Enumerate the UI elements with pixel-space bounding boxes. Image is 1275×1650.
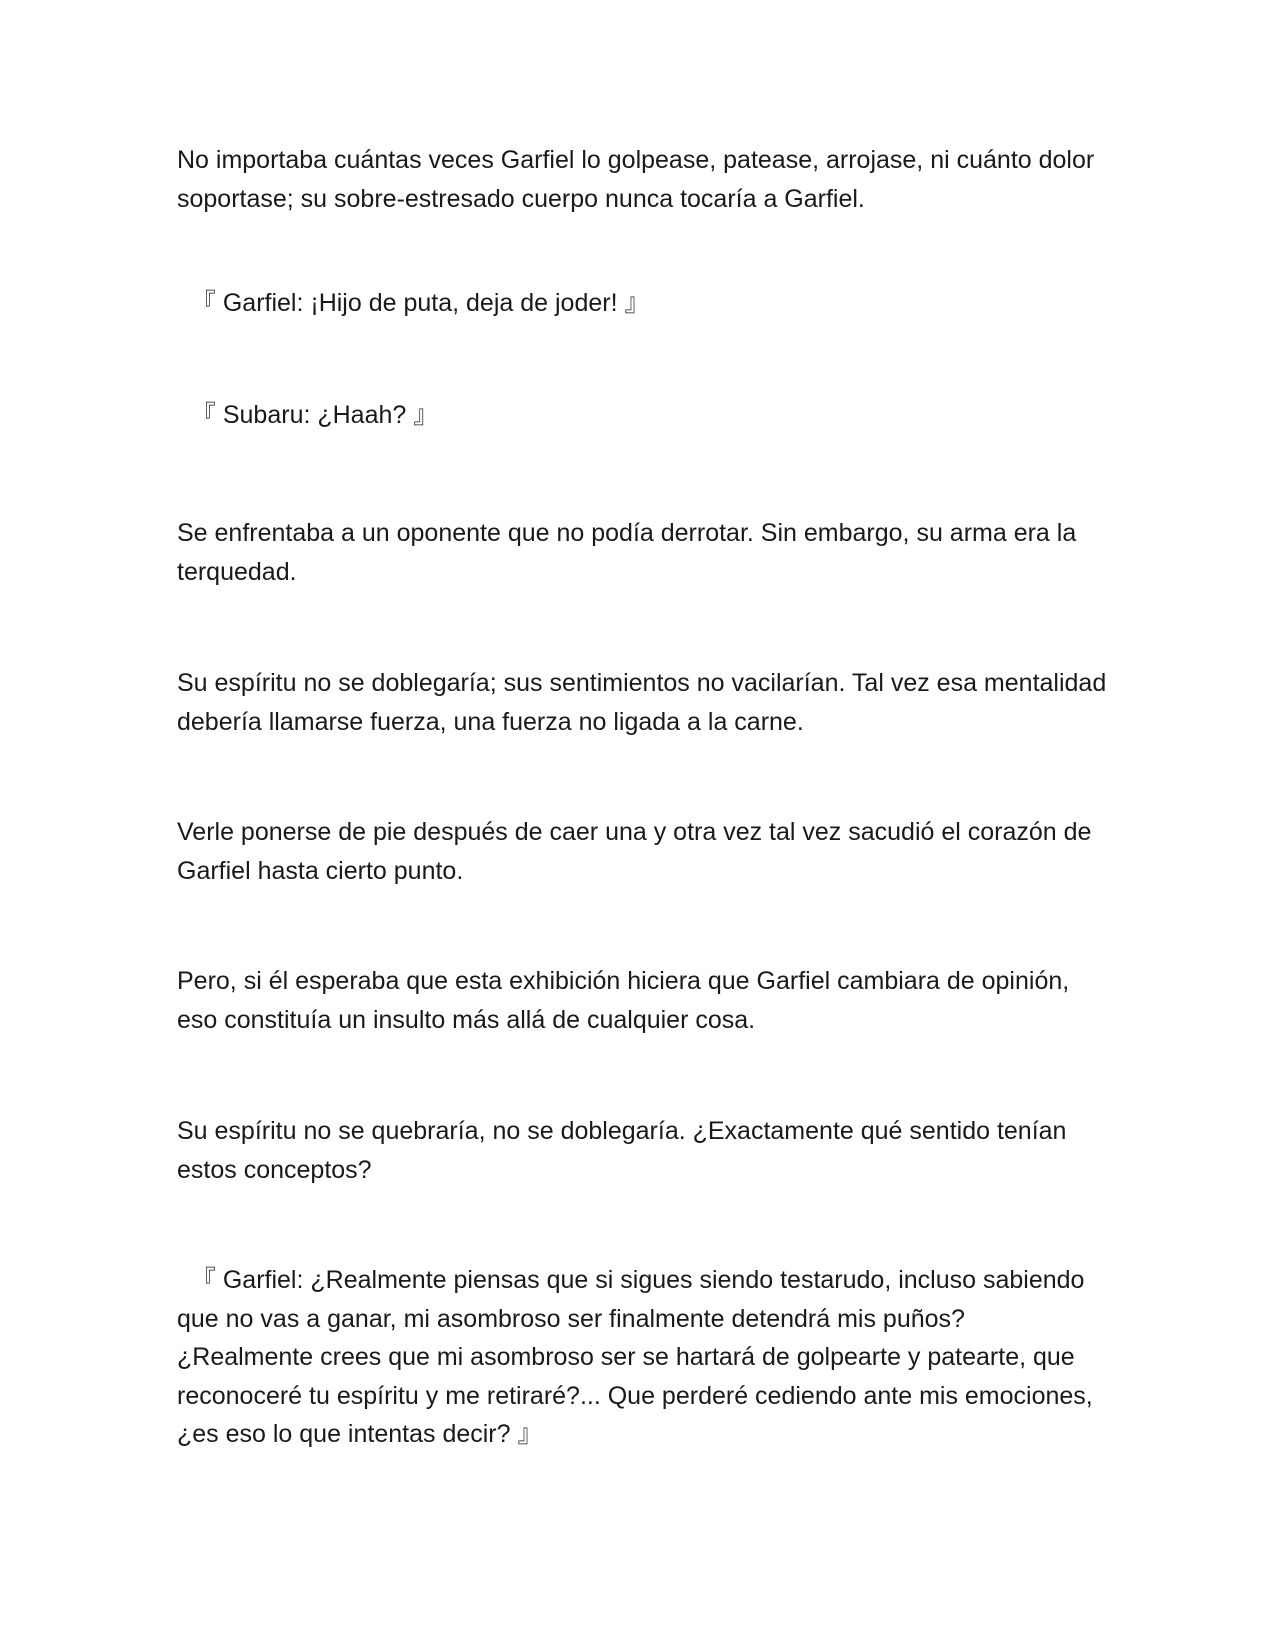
paragraph-narration: Pero, si él esperaba que esta exhibición hiciera que Garfiel cambiara de opinión, eso constituía un insulto más allá de cualquier cosa. — [177, 967, 1077, 1034]
paragraph-narration: No importaba cuántas veces Garfiel lo golpease, patease, arrojase, ni cuánto dolor soportase; su sobre-estresado cuerpo nunca tocaría a Garfiel. — [177, 146, 1102, 213]
paragraph-narration: Su espíritu no se quebraría, no se doblegaría. ¿Exactamente qué sentido tenían estos conceptos? — [177, 1117, 1074, 1184]
paragraph-narration: Su espíritu no se doblegaría; sus sentimientos no vacilarían. Tal vez esa mentalidad debería llamarse fuerza, una fuerza no ligada a la carne. — [177, 669, 1114, 736]
paragraph-narration: Verle ponerse de pie después de caer una y otra vez tal vez sacudió el corazón de Garfiel hasta cierto punto. — [177, 818, 1099, 885]
paragraph-narration: Se enfrentaba a un oponente que no podía derrotar. Sin embargo, su arma era la terquedad. — [177, 519, 1084, 586]
paragraph-dialogue-subaru: 『 Subaru: ¿Haah? 』 — [177, 401, 439, 429]
paragraph-dialogue-garfiel: 『 Garfiel: ¿Realmente piensas que si sigues siendo testarudo, incluso sabiendo que no vas a ganar, mi asombroso ser finalmente detendrá mis puños? ¿Realmente crees que mi asombroso ser se hartará de golpearte y patearte, que reconoceré tu espíritu y me retiraré?... Que perderé cediendo ante mis emociones, ¿es eso lo que intentas decir? 』 — [177, 1266, 1100, 1448]
paragraph-dialogue-garfiel: 『 Garfiel: ¡Hijo de puta, deja de joder! 』 — [177, 289, 650, 317]
